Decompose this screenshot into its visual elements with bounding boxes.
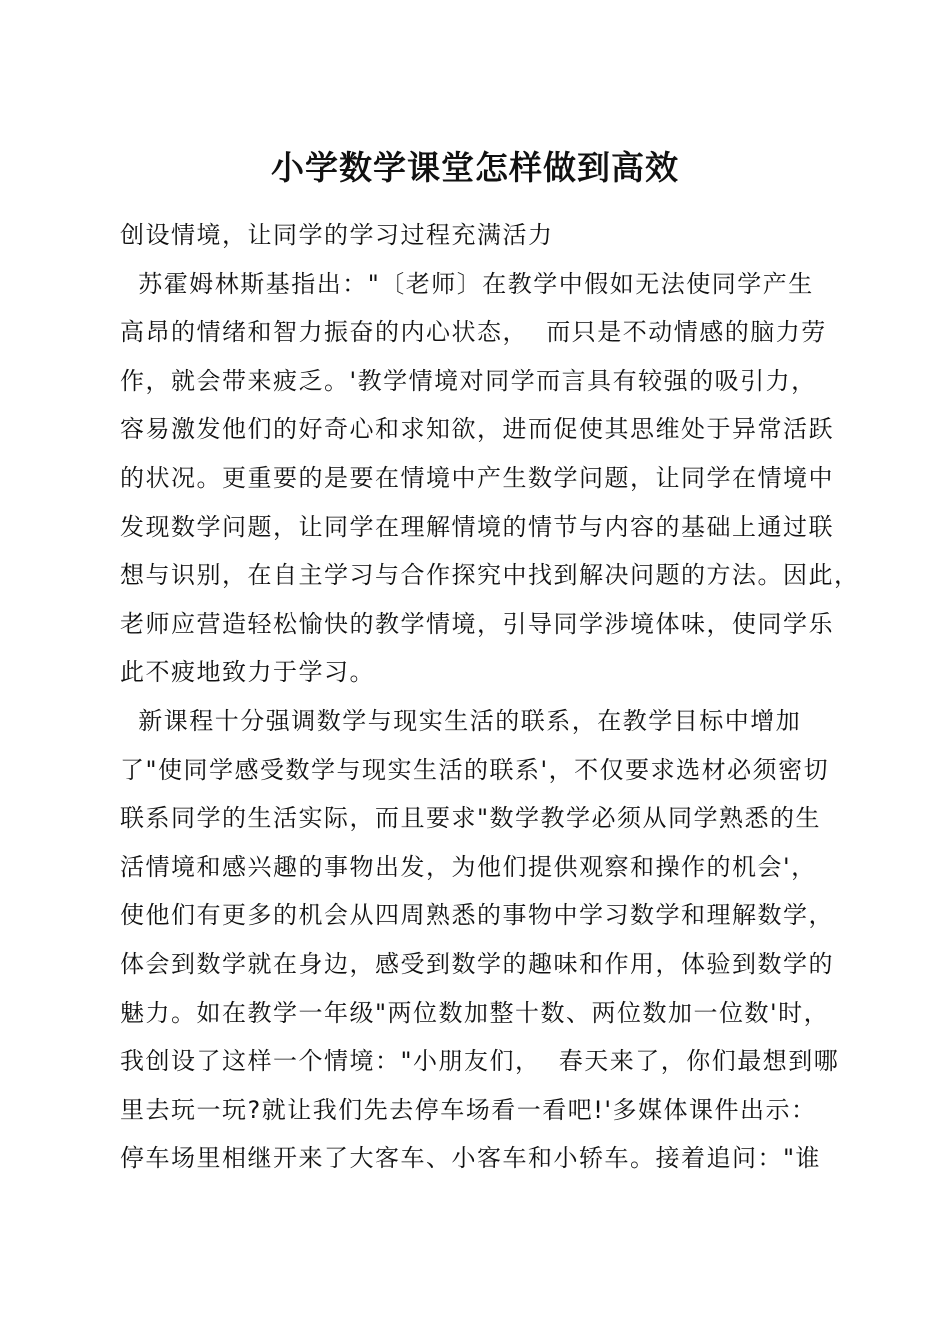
text-line: 容易激发他们的好奇心和求知欲，进而促使其思维处于异常活跃 xyxy=(120,415,834,444)
text-line: 想与识别，在自主学习与合作探究中找到解决问题的方法。因此， xyxy=(120,561,860,590)
text-line: 作，就会带来疲乏。'教学情境对同学而言具有较强的吸引力， xyxy=(120,366,817,395)
text-line: 魅力。如在教学一年级"两位数加整十数、两位数加一位数'时， xyxy=(120,998,830,1027)
text-line: 发现数学问题，让同学在理解情境的情节与内容的基础上通过联 xyxy=(120,512,834,541)
text-line: 联系同学的生活实际，而且要求"数学教学必须从同学熟悉的生 xyxy=(120,804,822,833)
text-line: 里去玩一玩?就让我们先去停车场看一看吧!'多媒体课件出示： xyxy=(120,1095,817,1124)
document-title: 小学数学课堂怎样做到高效 xyxy=(271,148,679,187)
text-line: 了"使同学感受数学与现实生活的联系'，不仅要求选材必须密切 xyxy=(120,755,830,784)
text-line: 此不疲地致力于学习。 xyxy=(120,658,375,687)
text-line: 使他们有更多的机会从四周熟悉的事物中学习数学和理解数学， xyxy=(120,901,834,930)
text-line: 创设情境，让同学的学习过程充满活力 xyxy=(120,221,554,249)
text-line: 的状况。更重要的是要在情境中产生数学问题，让同学在情境中 xyxy=(120,463,834,492)
text-line: 体会到数学就在身边，感受到数学的趣味和作用，体验到数学的 xyxy=(120,949,834,978)
text-line: 高昂的情绪和智力振奋的内心状态， 而只是不动情感的脑力劳 xyxy=(120,318,827,347)
document-body xyxy=(120,211,860,1183)
text-line: 新课程十分强调数学与现实生活的联系，在教学目标中增加 xyxy=(120,706,802,735)
text-line: 我创设了这样一个情境："小朋友们， 春天来了，你们最想到哪 xyxy=(120,1047,840,1076)
text-line: 老师应营造轻松愉快的教学情境，引导同学涉境体味，使同学乐 xyxy=(120,609,834,638)
text-line: 停车场里相继开来了大客车、小客车和小轿车。接着追问："谁 xyxy=(120,1144,822,1173)
text-line: 活情境和感兴趣的事物出发，为他们提供观察和操作的机会'， xyxy=(120,852,817,881)
text-line: 苏霍姆林斯基指出："〔老师〕在教学中假如无法使同学产生 xyxy=(120,269,814,298)
